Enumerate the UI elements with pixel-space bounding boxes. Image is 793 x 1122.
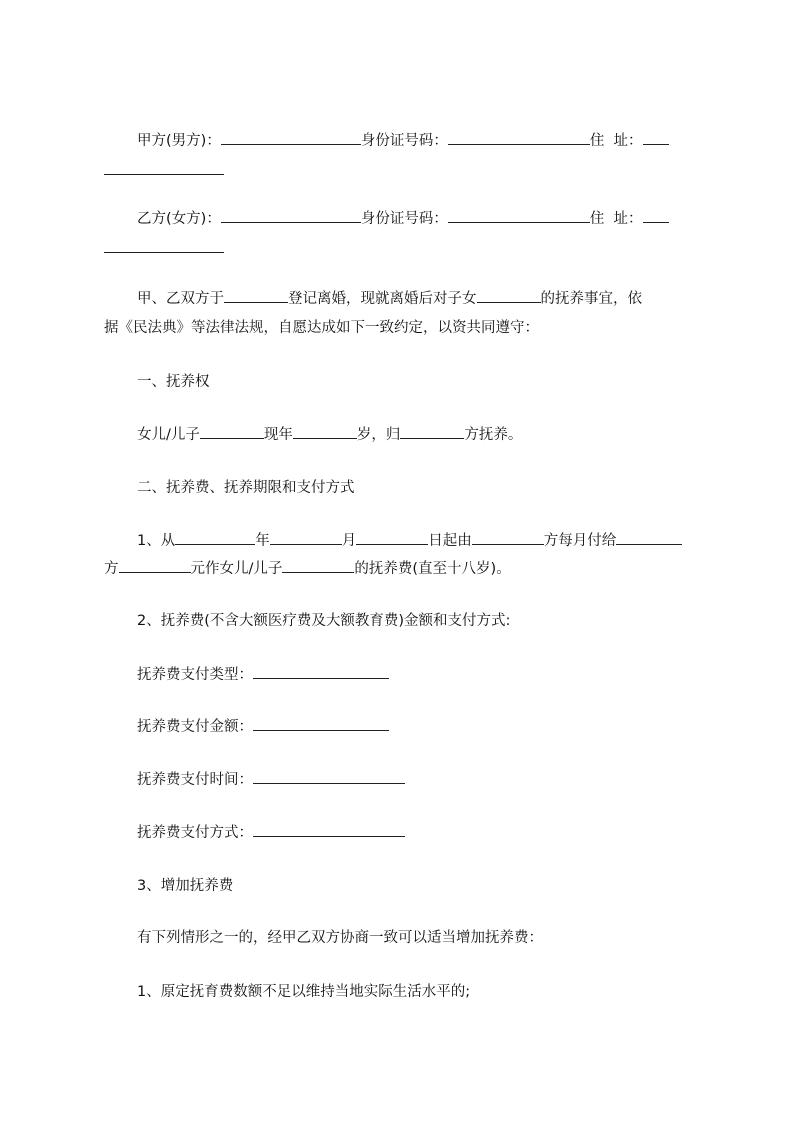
party-a-id-label: 身份证号码： xyxy=(360,133,448,149)
payer-blank[interactable] xyxy=(472,530,544,545)
intro-text-4: 据《民法典》等法律法规，自愿达成如下一致约定，以资共同遵守： xyxy=(104,320,539,336)
party-a-id-blank[interactable] xyxy=(448,130,590,145)
support-item-3-condition-1: 1、原定抚育费数额不足以维持当地实际生活水平的; xyxy=(137,984,471,1000)
support-item-1-line-1 xyxy=(137,530,682,551)
custody-child-blank[interactable] xyxy=(200,424,264,439)
party-a-name-blank[interactable] xyxy=(221,130,361,145)
custody-text-3: 岁，归 xyxy=(356,427,401,443)
support-text-4: 日起由 xyxy=(428,533,472,549)
party-b-address-blank[interactable] xyxy=(643,208,669,223)
payment-time-label: 抚养费支付时间： xyxy=(137,772,253,788)
support-text-7: 元作女儿/儿子 xyxy=(190,561,283,577)
custody-age-blank[interactable] xyxy=(293,424,357,439)
party-b-name-blank[interactable] xyxy=(221,208,361,223)
party-b-id-label: 身份证号码： xyxy=(360,211,448,227)
payment-type-blank[interactable] xyxy=(253,664,389,679)
divorce-date-blank[interactable] xyxy=(224,288,288,303)
monthly-amount-blank[interactable] xyxy=(119,558,191,573)
party-a-address-cont xyxy=(104,160,224,181)
party-b-address-blank-cont[interactable] xyxy=(104,238,224,253)
support-item-3-desc: 有下列情形之一的，经甲乙双方协商一致可以适当增加抚养费： xyxy=(137,930,543,946)
payee-blank[interactable] xyxy=(616,530,682,545)
support-text-6: 方 xyxy=(104,561,119,577)
custody-line xyxy=(137,424,522,445)
intro-text-1: 甲、乙双方于 xyxy=(137,291,224,307)
custody-text-2: 现年 xyxy=(263,427,293,443)
support-item-2-title: 2、抚养费(不含大额医疗费及大额教育费)金额和支付方式: xyxy=(137,613,511,629)
child-name-blank[interactable] xyxy=(477,288,541,303)
party-b-id-blank[interactable] xyxy=(448,208,590,223)
payment-type-label: 抚养费支付类型： xyxy=(137,667,253,683)
party-b-label: 乙方(女方)： xyxy=(137,211,221,227)
party-a-address-blank[interactable] xyxy=(643,130,669,145)
support-text-5: 方每月付给 xyxy=(543,533,617,549)
intro-text-2: 登记离婚，现就离婚后对子女 xyxy=(288,291,477,307)
party-a-line xyxy=(137,130,669,151)
party-b-address-cont xyxy=(104,238,224,259)
section-1-heading: 一、抚养权 xyxy=(137,374,210,390)
party-a-address-blank-cont[interactable] xyxy=(104,160,224,175)
payment-amount-blank[interactable] xyxy=(253,716,389,731)
payment-method-label: 抚养费支付方式： xyxy=(137,825,253,841)
start-day-blank[interactable] xyxy=(356,530,428,545)
party-b-line xyxy=(137,208,669,229)
custody-text-4: 方抚养。 xyxy=(464,427,523,443)
payment-time-blank[interactable] xyxy=(253,769,405,784)
support-text-8: 的抚养费(直至十八岁)。 xyxy=(354,561,511,577)
intro-line-2 xyxy=(104,318,539,338)
intro-text-3: 的抚养事宜，依 xyxy=(540,291,642,307)
payment-method-blank[interactable] xyxy=(253,822,405,837)
party-a-label: 甲方(男方)： xyxy=(137,133,221,149)
support-text-2: 年 xyxy=(255,533,270,549)
support-child-blank[interactable] xyxy=(282,558,354,573)
payment-type-line xyxy=(137,664,389,685)
support-text-3: 月 xyxy=(341,533,357,549)
party-a-address-label: 住 址： xyxy=(589,133,643,149)
custody-text-1: 女儿/儿子 xyxy=(137,427,200,443)
support-item-3-title: 3、增加抚养费 xyxy=(137,878,234,894)
section-2-heading: 二、抚养费、抚养期限和支付方式 xyxy=(137,480,355,496)
payment-amount-label: 抚养费支付金额： xyxy=(137,719,253,735)
payment-method-line xyxy=(137,822,405,843)
payment-amount-line xyxy=(137,716,389,737)
support-item-1-line-2 xyxy=(104,558,511,579)
intro-line-1 xyxy=(137,288,642,309)
start-year-blank[interactable] xyxy=(175,530,255,545)
payment-time-line xyxy=(137,769,405,790)
support-text-1: 1、从 xyxy=(137,533,176,549)
custody-party-blank[interactable] xyxy=(400,424,464,439)
start-month-blank[interactable] xyxy=(270,530,342,545)
party-b-address-label: 住 址： xyxy=(589,211,643,227)
